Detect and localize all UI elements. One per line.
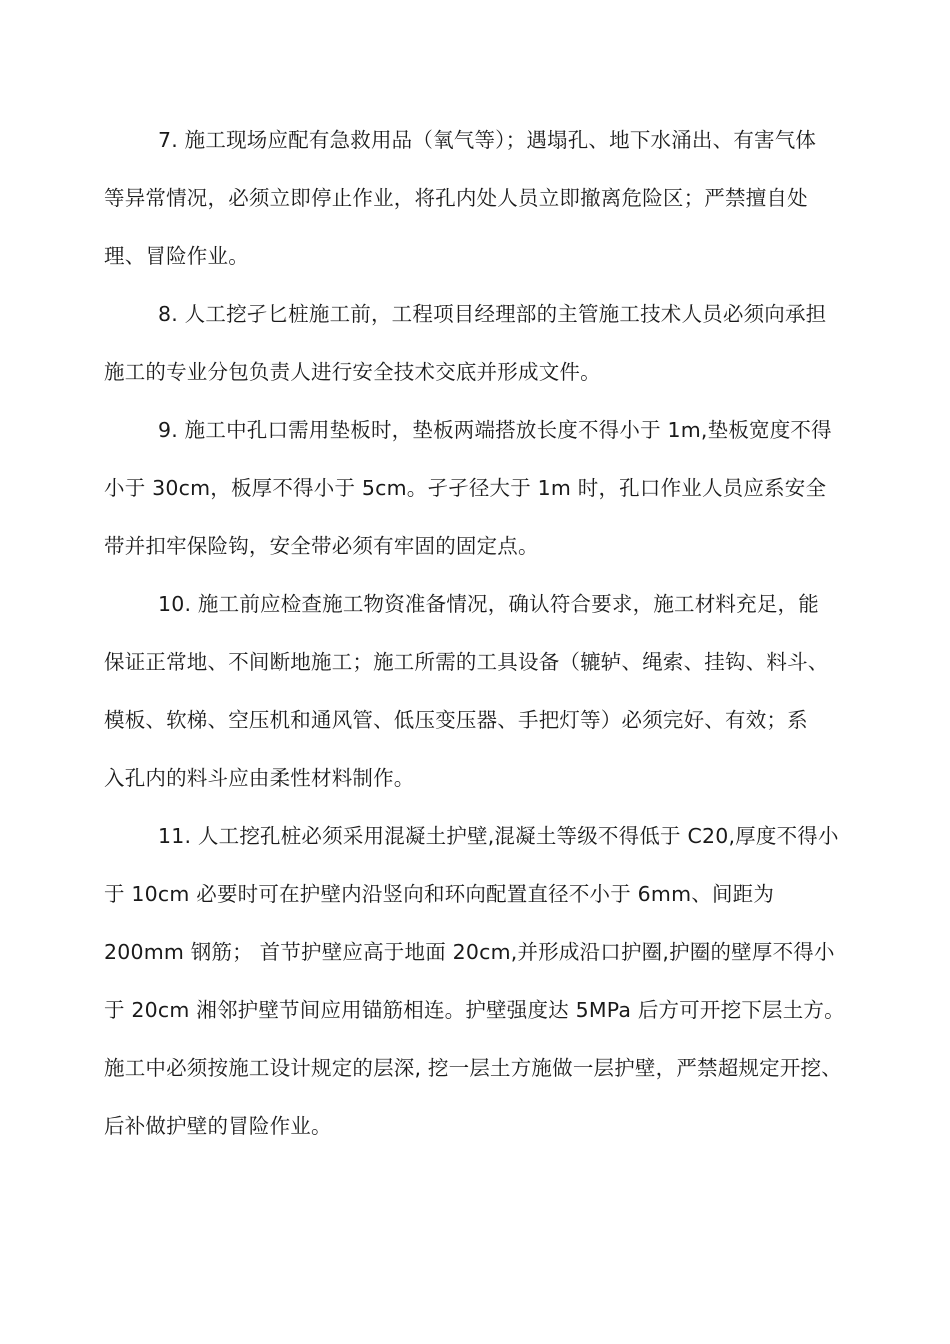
text-line: 带并扣牢保险钩，安全带必须有牢固的固定点。 — [104, 534, 539, 558]
text-line: 入孔内的料斗应由柔性材料制作。 — [104, 766, 415, 790]
paragraph-8 — [104, 292, 854, 408]
text-line: 理、冒险作业。 — [104, 244, 249, 268]
text-line: 9. 施工中孔口需用垫板时，垫板两端搭放长度不得小于 1m,垫板宽度不得 — [158, 418, 832, 442]
text-line: 等异常情况，必须立即停止作业，将孔内处人员立即撤离危险区；严禁擅自处 — [104, 186, 808, 210]
text-line: 保证正常地、不间断地施工；施工所需的工具设备（辘轳、绳索、挂钩、料斗、 — [104, 650, 829, 674]
paragraph-9 — [104, 408, 854, 582]
paragraph-10 — [104, 582, 854, 814]
text-line: 10. 施工前应检查施工物资准备情况，确认符合要求，施工材料充足，能 — [158, 592, 819, 616]
text-line: 模板、软梯、空压机和通风管、低压变压器、手把灯等）必须完好、有效；系 — [104, 708, 808, 732]
text-line: 于 20cm 湘邻护壁节间应用锚筋相连。护壁强度达 5MPa 后方可开挖下层土方。 — [104, 998, 845, 1022]
text-line: 施工中必须按施工设计规定的层深, 挖一层土方施做一层护壁，严禁超规定开挖、 — [104, 1056, 842, 1080]
text-line: 后补做护壁的冒险作业。 — [104, 1114, 332, 1138]
text-line: 施工的专业分包负责人进行安全技术交底并形成文件。 — [104, 360, 601, 384]
text-line: 7. 施工现场应配有急救用品（氧气等）；遇塌孔、地下水涌出、有害气体 — [158, 128, 817, 152]
document-body — [104, 118, 854, 1162]
text-line: 于 10cm 必要时可在护壁内沿竖向和环向配置直径不小于 6mm、间距为 — [104, 882, 775, 906]
text-line: 200mm 钢筋； 首节护壁应高于地面 20cm,并形成沿口护圈,护圈的壁厚不得小 — [104, 940, 835, 964]
text-line: 11. 人工挖孔桩必须采用混凝土护壁,混凝土等级不得低于 C20,厚度不得小 — [158, 824, 839, 848]
text-line: 8. 人工挖孑匕桩施工前，工程项目经理部的主管施工技术人员必须向承担 — [158, 302, 827, 326]
text-line: 小于 30cm，板厚不得小于 5cm。孑孑径大于 1m 时，孔口作业人员应系安全 — [104, 476, 827, 500]
paragraph-7 — [104, 118, 854, 292]
paragraph-11 — [104, 814, 854, 1162]
